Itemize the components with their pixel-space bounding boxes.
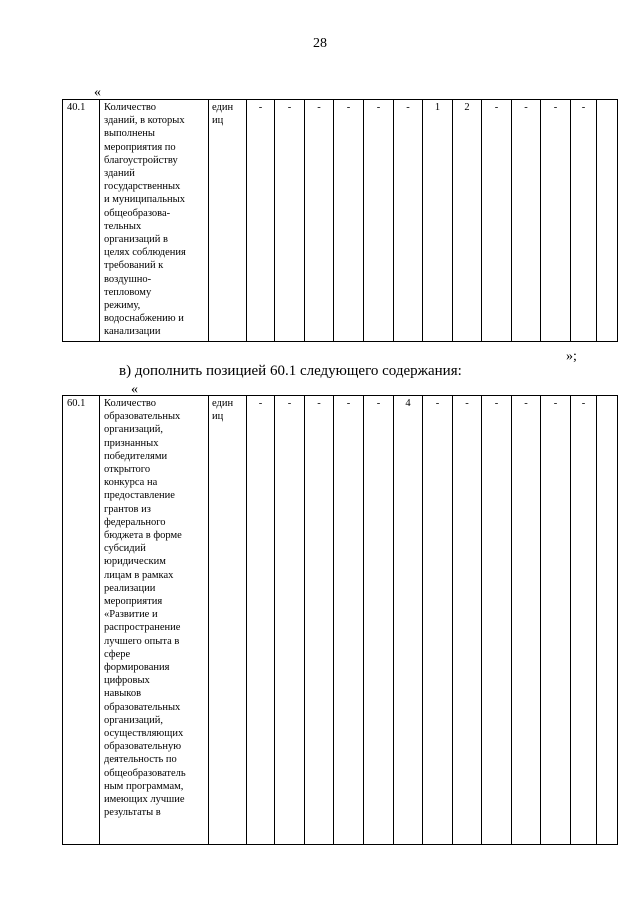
open-quote-2: « [131, 382, 138, 397]
column-divider [274, 396, 275, 844]
column-divider [422, 396, 423, 844]
column-divider [393, 100, 394, 341]
column-divider [422, 100, 423, 341]
column-divider [540, 396, 541, 844]
page-number: 28 [313, 36, 327, 51]
column-divider [333, 396, 334, 844]
value-cell: - [553, 398, 558, 409]
column-divider [393, 396, 394, 844]
column-divider [570, 100, 571, 341]
value-cell: - [581, 102, 586, 113]
column-divider [511, 396, 512, 844]
column-divider [596, 100, 597, 341]
value-cell: - [376, 398, 381, 409]
column-divider [274, 100, 275, 341]
value-cell: - [524, 398, 528, 409]
value-cell: 2 [464, 102, 470, 113]
value-cell: - [317, 398, 321, 409]
value-cell: - [524, 102, 528, 113]
row-description: Количество зданий, в которых выполнены мероприятия по благоустройству зданий государственных и муниципальных общеобразова- тельных организаций в целях соблюдения требований к воздушно- тепловому режиму, водоснабжению и канализации [104, 102, 186, 338]
column-divider [208, 100, 209, 341]
column-divider [481, 100, 482, 341]
value-cell: 1 [434, 102, 441, 113]
value-cell: - [287, 398, 292, 409]
open-quote-1: « [94, 85, 101, 100]
value-cell: - [465, 398, 469, 409]
value-cell: - [553, 102, 558, 113]
value-cell: - [494, 398, 499, 409]
column-divider [363, 396, 364, 844]
column-divider [246, 396, 247, 844]
value-cell: - [287, 102, 292, 113]
row-number: 40.1 [67, 102, 86, 113]
value-cell: - [317, 102, 321, 113]
column-divider [208, 396, 209, 844]
value-cell: - [346, 398, 351, 409]
instruction-text: в) дополнить позицией 60.1 следующего содержания: [119, 363, 462, 379]
value-cell: - [376, 102, 381, 113]
column-divider [99, 396, 100, 844]
value-cell: 4 [405, 398, 411, 409]
column-divider [452, 396, 453, 844]
row-unit: един иц [212, 398, 234, 423]
column-divider [304, 100, 305, 341]
row-unit: един иц [212, 102, 234, 127]
value-cell: - [258, 102, 263, 113]
column-divider [363, 100, 364, 341]
column-divider [511, 100, 512, 341]
row-number: 60.1 [67, 398, 86, 409]
column-divider [481, 396, 482, 844]
value-cell: - [581, 398, 586, 409]
value-cell: - [406, 102, 410, 113]
indicator-table-60-1 [62, 395, 618, 845]
closing-quote: »; [566, 349, 577, 364]
column-divider [333, 100, 334, 341]
row-description: Количество образовательных организаций, признанных победителями открытого конкурса на предоставление грантов из федерального бюджета в форме субсидий юридическим лицам в рамках реализации мероприятия «Развитие и распространение лучшего опыта в сфере формирования цифровых навыков образовательных организаций, осуществляющих образовательную деятельность по общеобразователь ным программам, имеющих лучшие результаты в [104, 398, 186, 819]
column-divider [304, 396, 305, 844]
value-cell: - [494, 102, 499, 113]
value-cell: - [258, 398, 263, 409]
indicator-table-40-1 [62, 99, 618, 342]
column-divider [452, 100, 453, 341]
value-cell: - [346, 102, 351, 113]
column-divider [570, 396, 571, 844]
column-divider [540, 100, 541, 341]
column-divider [596, 396, 597, 844]
column-divider [246, 100, 247, 341]
value-cell: - [435, 398, 440, 409]
column-divider [99, 100, 100, 341]
